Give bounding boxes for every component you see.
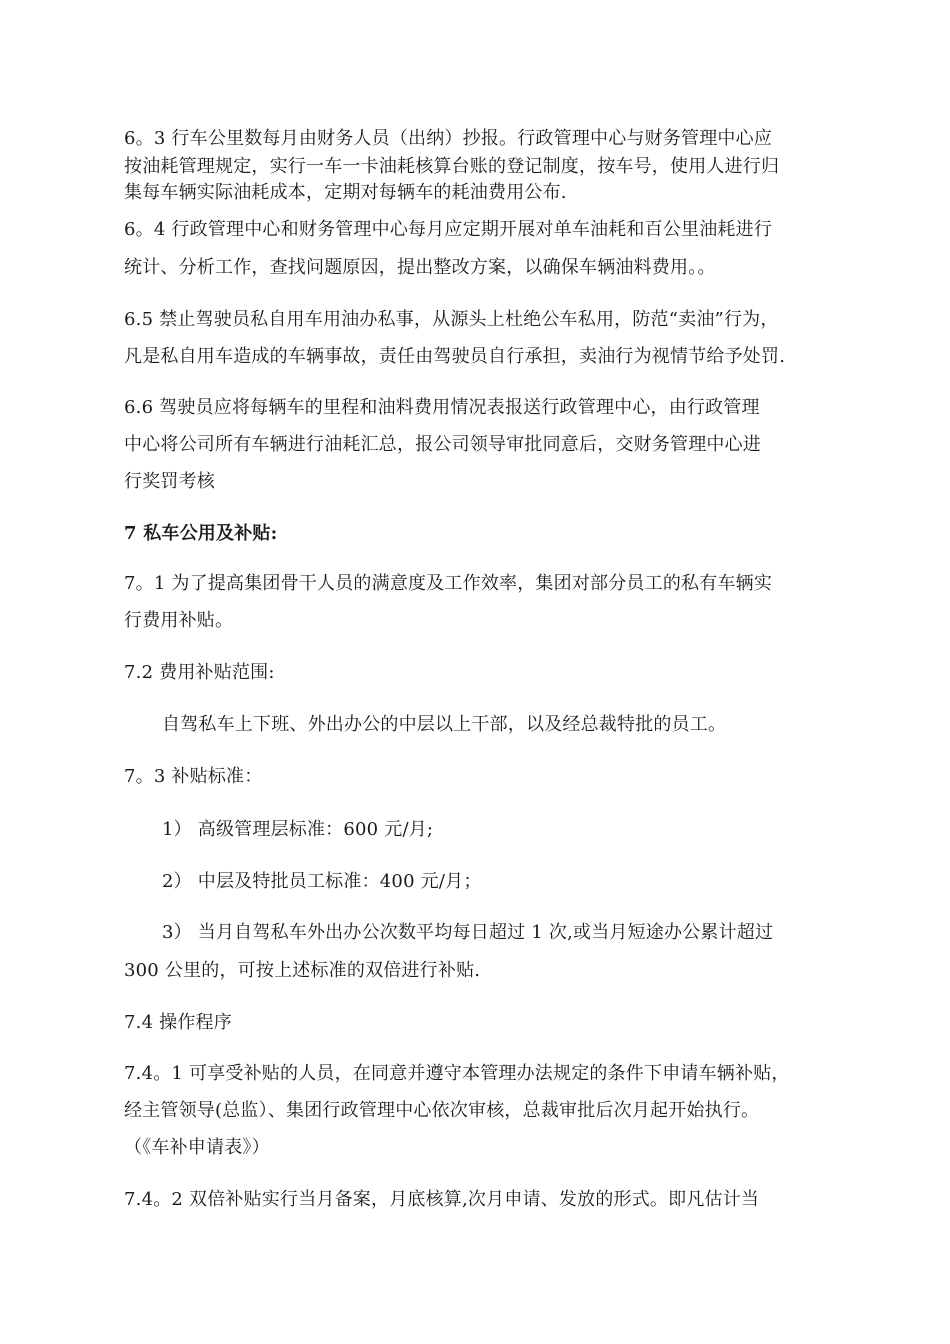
para-6-6-line-1: 6.6 驾驶员应将每辆车的里程和油料费用情况表报送行政管理中心，由行政管理: [124, 397, 760, 418]
para-6-3-line-3: 集每车辆实际油耗成本，定期对每辆车的耗油费用公布.: [124, 182, 567, 203]
para-7-4-2-line-1: 7.4。2 双倍补贴实行当月备案，月底核算,次月申请、发放的形式。即凡估计当: [124, 1189, 760, 1210]
para-6-3-line-2: 按油耗管理规定，实行一车一卡油耗核算台账的登记制度，按车号，使用人进行归: [124, 156, 780, 177]
para-7-3-heading: 7。3 补贴标准：: [124, 766, 263, 787]
para-7-4-1-line-2: 经主管领导(总监）、集团行政管理中心依次审核，总裁审批后次月起开始执行。: [124, 1100, 760, 1121]
section-7-heading: 7 私车公用及补贴:: [124, 523, 278, 544]
list-item-3-line-2: 300 公里的，可按上述标准的双倍进行补贴.: [124, 960, 481, 981]
para-7-4-1-line-1: 7.4。1 可享受补贴的人员，在同意并遵守本管理办法规定的条件下申请车辆补贴，: [124, 1063, 790, 1084]
para-6-5-line-2: 凡是私自用车造成的车辆事故，责任由驾驶员自行承担，卖油行为视情节给予处罚.: [124, 346, 786, 367]
para-6-3-line-1: 6。3 行车公里数每月由财务人员（出纳）抄报。行政管理中心与财务管理中心应: [124, 128, 773, 149]
para-7-4-heading: 7.4 操作程序: [124, 1012, 232, 1033]
para-6-4-line-1: 6。4 行政管理中心和财务管理中心每月应定期开展对单车油耗和百公里油耗进行: [124, 219, 773, 240]
para-7-4-1-line-3: （《车补申请表》）: [124, 1137, 270, 1158]
para-7-1-line-2: 行费用补贴。: [124, 610, 234, 631]
list-item-1: 1） 高级管理层标准：600 元/月;: [162, 819, 434, 840]
para-7-2-body: 自驾私车上下班、外出办公的中层以上干部，以及经总裁特批的员工。: [162, 714, 727, 735]
para-7-1-line-1: 7。1 为了提高集团骨干人员的满意度及工作效率，集团对部分员工的私有车辆实: [124, 573, 773, 594]
para-6-5-line-1: 6.5 禁止驾驶员私自用车用油办私事，从源头上杜绝公车私用，防范“卖油”行为，: [124, 309, 779, 330]
para-7-2-heading: 7.2 费用补贴范围:: [124, 662, 275, 683]
para-6-4-line-2: 统计、分析工作，查找问题原因，提出整改方案，以确保车辆油料费用。。: [124, 257, 716, 278]
list-item-2: 2） 中层及特批员工标准：400 元/月；: [162, 871, 482, 892]
para-6-6-line-3: 行奖罚考核: [124, 471, 215, 492]
list-item-3-line-1: 3） 当月自驾私车外出办公次数平均每日超过 1 次,或当月短途办公累计超过: [162, 922, 774, 943]
para-6-6-line-2: 中心将公司所有车辆进行油耗汇总，报公司领导审批同意后，交财务管理中心进: [124, 434, 761, 455]
